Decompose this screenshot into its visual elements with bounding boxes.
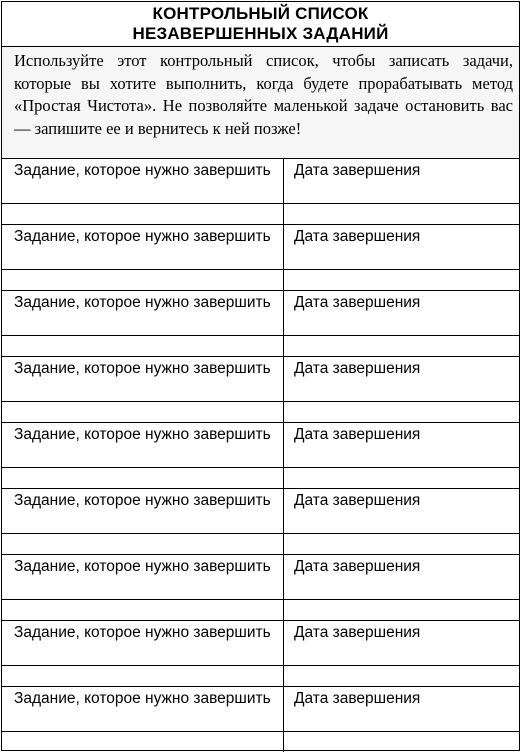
completion-date-field[interactable]	[284, 468, 519, 488]
table-row	[2, 423, 519, 468]
checklist-entry	[2, 225, 519, 291]
completion-date-field[interactable]	[284, 600, 519, 620]
task-entry-field[interactable]	[2, 600, 284, 620]
table-row	[2, 402, 519, 423]
instructions-text: Используйте этот контрольный список, чтобы записать задачи, которые вы хотите выполнить, когда будете прорабатывать метод «Простая Чистота». Не позволяйте маленькой задаче остановить вас — запишите ее и вернитесь к ней позже!	[2, 47, 519, 159]
table-row	[2, 468, 519, 489]
completion-date-label: Дата завершения	[294, 294, 421, 311]
task-label: Задание, которое нужно завершить	[2, 621, 284, 665]
task-label: Задание, которое нужно завершить	[2, 357, 284, 401]
task-label: Задание, которое нужно завершить	[2, 687, 284, 731]
task-label: Задание, которое нужно завершить	[2, 555, 284, 599]
table-row	[2, 336, 519, 357]
table-row	[2, 357, 519, 402]
completion-date-field[interactable]	[284, 732, 519, 752]
table-row	[2, 687, 519, 732]
table-row	[2, 204, 519, 225]
checklist-entry	[2, 291, 519, 357]
completion-date-label: Дата завершения	[294, 228, 421, 245]
table-row	[2, 666, 519, 687]
completion-date-field[interactable]	[284, 204, 519, 224]
checklist-entry	[2, 621, 519, 687]
completion-date-field[interactable]	[284, 270, 519, 290]
completion-date-label: Дата завершения	[294, 492, 421, 509]
task-label: Задание, которое нужно завершить	[2, 291, 284, 335]
checklist-entry	[2, 555, 519, 621]
completion-date-field[interactable]	[284, 336, 519, 356]
task-entry-field[interactable]	[2, 336, 284, 356]
task-entry-field[interactable]	[2, 402, 284, 422]
task-entry-field[interactable]	[2, 204, 284, 224]
completion-date-label: Дата завершения	[294, 162, 421, 179]
page-title-line-2: НЕЗАВЕРШЕННЫХ ЗАДАНИЙ	[132, 24, 389, 43]
checklist-entry	[2, 687, 519, 752]
completion-date-label: Дата завершения	[294, 558, 421, 575]
task-entry-field[interactable]	[2, 468, 284, 488]
task-entry-field[interactable]	[2, 732, 284, 752]
table-row	[2, 291, 519, 336]
checklist-entry	[2, 423, 519, 489]
task-label: Задание, которое нужно завершить	[2, 423, 284, 467]
checklist-sheet	[1, 1, 520, 751]
task-label: Задание, которое нужно завершить	[2, 225, 284, 269]
task-label: Задание, которое нужно завершить	[2, 489, 284, 533]
table-row	[2, 534, 519, 555]
task-entry-field[interactable]	[2, 666, 284, 686]
table-row	[2, 270, 519, 291]
table-row	[2, 732, 519, 752]
checklist-entry	[2, 159, 519, 225]
completion-date-field[interactable]	[284, 402, 519, 422]
completion-date-label: Дата завершения	[294, 360, 421, 377]
table-row	[2, 159, 519, 204]
checklist-table	[2, 159, 519, 752]
task-label: Задание, которое нужно завершить	[2, 159, 284, 203]
completion-date-label: Дата завершения	[294, 690, 421, 707]
completion-date-field[interactable]	[284, 666, 519, 686]
completion-date-label: Дата завершения	[294, 624, 421, 641]
table-row	[2, 489, 519, 534]
task-entry-field[interactable]	[2, 534, 284, 554]
checklist-entry	[2, 489, 519, 555]
completion-date-field[interactable]	[284, 534, 519, 554]
title-block	[2, 2, 519, 47]
table-row	[2, 225, 519, 270]
table-row	[2, 600, 519, 621]
completion-date-label: Дата завершения	[294, 426, 421, 443]
table-row	[2, 621, 519, 666]
task-entry-field[interactable]	[2, 270, 284, 290]
page-title-line-1: КОНТРОЛЬНЫЙ СПИСОК	[152, 4, 369, 23]
table-row	[2, 555, 519, 600]
checklist-entry	[2, 357, 519, 423]
